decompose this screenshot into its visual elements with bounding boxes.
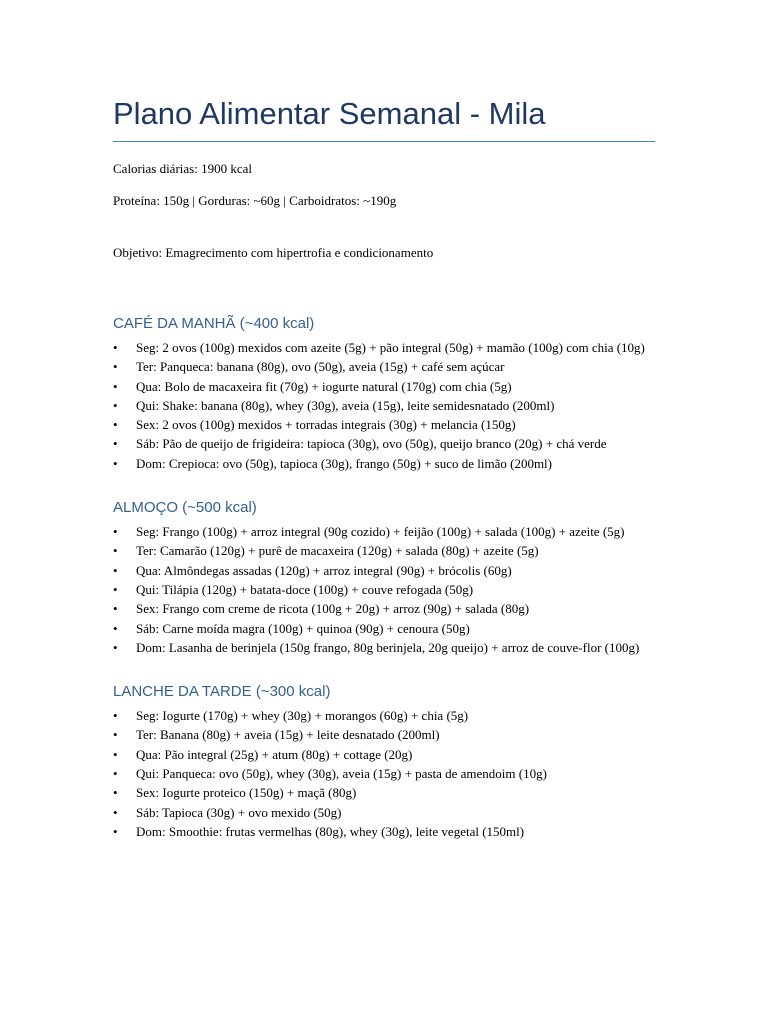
list-item-text: Ter: Camarão (120g) + purê de macaxeira (120g) + salada (80g) + azeite (5g) — [136, 543, 539, 559]
list-item — [113, 764, 655, 783]
list-item-text: Sex: Frango com creme de ricota (100g + 20g) + arroz (90g) + salada (80g) — [136, 601, 530, 617]
list-item — [113, 725, 655, 744]
list-item-text: Sex: 2 ovos (100g) mexidos + torradas integrais (30g) + melancia (150g) — [136, 417, 516, 433]
bullet-icon: • — [113, 601, 118, 617]
bullet-icon: • — [113, 455, 118, 471]
section-heading-lunch: ALMOÇO (~500 kcal) — [113, 499, 257, 517]
list-item-text: Seg: 2 ovos (100g) mexidos com azeite (5g) + pão integral (50g) + mamão (100g) com chia (10g) — [136, 340, 645, 355]
bullet-icon: • — [113, 620, 118, 636]
list-item — [113, 541, 655, 560]
afternoon-snack-list — [113, 706, 655, 841]
page-title: Plano Alimentar Semanal - Mila — [113, 95, 655, 142]
bullet-icon: • — [113, 766, 118, 782]
bullet-icon: • — [113, 708, 118, 724]
list-item — [113, 522, 655, 541]
list-item — [113, 783, 655, 802]
list-item — [113, 434, 655, 453]
list-item-text: Dom: Smoothie: frutas vermelhas (80g), whey (30g), leite vegetal (150ml) — [136, 823, 525, 839]
bullet-icon: • — [113, 823, 118, 839]
list-item-text: Ter: Banana (80g) + aveia (15g) + leite desnatado (200ml) — [136, 727, 440, 743]
list-item — [113, 706, 655, 725]
document-page — [113, 95, 655, 841]
bullet-icon: • — [113, 359, 118, 375]
daily-calories: Calorias diárias: 1900 kcal — [113, 161, 252, 176]
list-item-text: Sáb: Pão de queijo de frigideira: tapioca (30g), ovo (50g), queijo branco (20g) + chá verde — [136, 436, 607, 452]
list-item — [113, 561, 655, 580]
list-item — [113, 396, 655, 415]
list-item-text: Dom: Crepioca: ovo (50g), tapioca (30g), frango (50g) + suco de limão (200ml) — [136, 455, 552, 471]
list-item — [113, 745, 655, 764]
list-item — [113, 338, 655, 357]
list-item-text: Qua: Almôndegas assadas (120g) + arroz integral (90g) + brócolis (60g) — [136, 562, 512, 578]
list-item-text: Qua: Pão integral (25g) + atum (80g) + cottage (20g) — [136, 746, 413, 762]
bullet-icon: • — [113, 727, 118, 743]
bullet-icon: • — [113, 524, 118, 540]
list-item-text: Seg: Iogurte (170g) + whey (30g) + morangos (60g) + chia (5g) — [136, 708, 469, 724]
bullet-icon: • — [113, 436, 118, 452]
list-item — [113, 803, 655, 822]
list-item — [113, 599, 655, 618]
bullet-icon: • — [113, 804, 118, 820]
list-item-text: Sáb: Tapioca (30g) + ovo mexido (50g) — [136, 804, 342, 820]
section-heading-breakfast: CAFÉ DA MANHÃ (~400 kcal) — [113, 315, 315, 332]
goal-statement: Objetivo: Emagrecimento com hipertrofia e condicionamento — [113, 245, 434, 260]
list-item-text: Dom: Lasanha de berinjela (150g frango, 80g berinjela, 20g queijo) + arroz de couve-flor (100g) — [136, 639, 640, 655]
bullet-icon: • — [113, 639, 118, 655]
bullet-icon: • — [113, 378, 118, 394]
bullet-icon: • — [113, 746, 118, 762]
lunch-list — [113, 522, 655, 657]
bullet-icon: • — [113, 543, 118, 559]
bullet-icon: • — [113, 785, 118, 801]
section-heading-afternoon-snack: LANCHE DA TARDE (~300 kcal) — [113, 683, 331, 701]
list-item — [113, 357, 655, 376]
list-item-text: Qua: Bolo de macaxeira fit (70g) + iogurte natural (170g) com chia (5g) — [136, 378, 512, 394]
bullet-icon: • — [113, 340, 118, 355]
list-item-text: Qui: Panqueca: ovo (50g), whey (30g), aveia (15g) + pasta de amendoim (10g) — [136, 766, 547, 782]
bullet-icon: • — [113, 562, 118, 578]
bullet-icon: • — [113, 581, 118, 597]
list-item — [113, 580, 655, 599]
list-item-text: Ter: Panqueca: banana (80g), ovo (50g), aveia (15g) + café sem açúcar — [136, 359, 505, 375]
list-item — [113, 822, 655, 841]
list-item-text: Sex: Iogurte proteico (150g) + maçã (80g) — [136, 785, 357, 801]
list-item-text: Sáb: Carne moída magra (100g) + quinoa (90g) + cenoura (50g) — [136, 620, 470, 636]
breakfast-list — [113, 338, 655, 473]
list-item — [113, 415, 655, 434]
bullet-icon: • — [113, 397, 118, 413]
bullet-icon: • — [113, 417, 118, 433]
list-item-text: Seg: Frango (100g) + arroz integral (90g cozido) + feijão (100g) + salada (100g) + azeite (5g) — [136, 524, 625, 540]
list-item-text: Qui: Shake: banana (80g), whey (30g), aveia (15g), leite semidesnatado (200ml) — [136, 397, 555, 413]
list-item — [113, 638, 655, 657]
list-item — [113, 619, 655, 638]
macros-summary: Proteína: 150g | Gorduras: ~60g | Carboidratos: ~190g — [113, 193, 397, 208]
list-item — [113, 454, 655, 473]
list-item-text: Qui: Tilápia (120g) + batata-doce (100g) + couve refogada (50g) — [136, 581, 474, 597]
list-item — [113, 377, 655, 396]
